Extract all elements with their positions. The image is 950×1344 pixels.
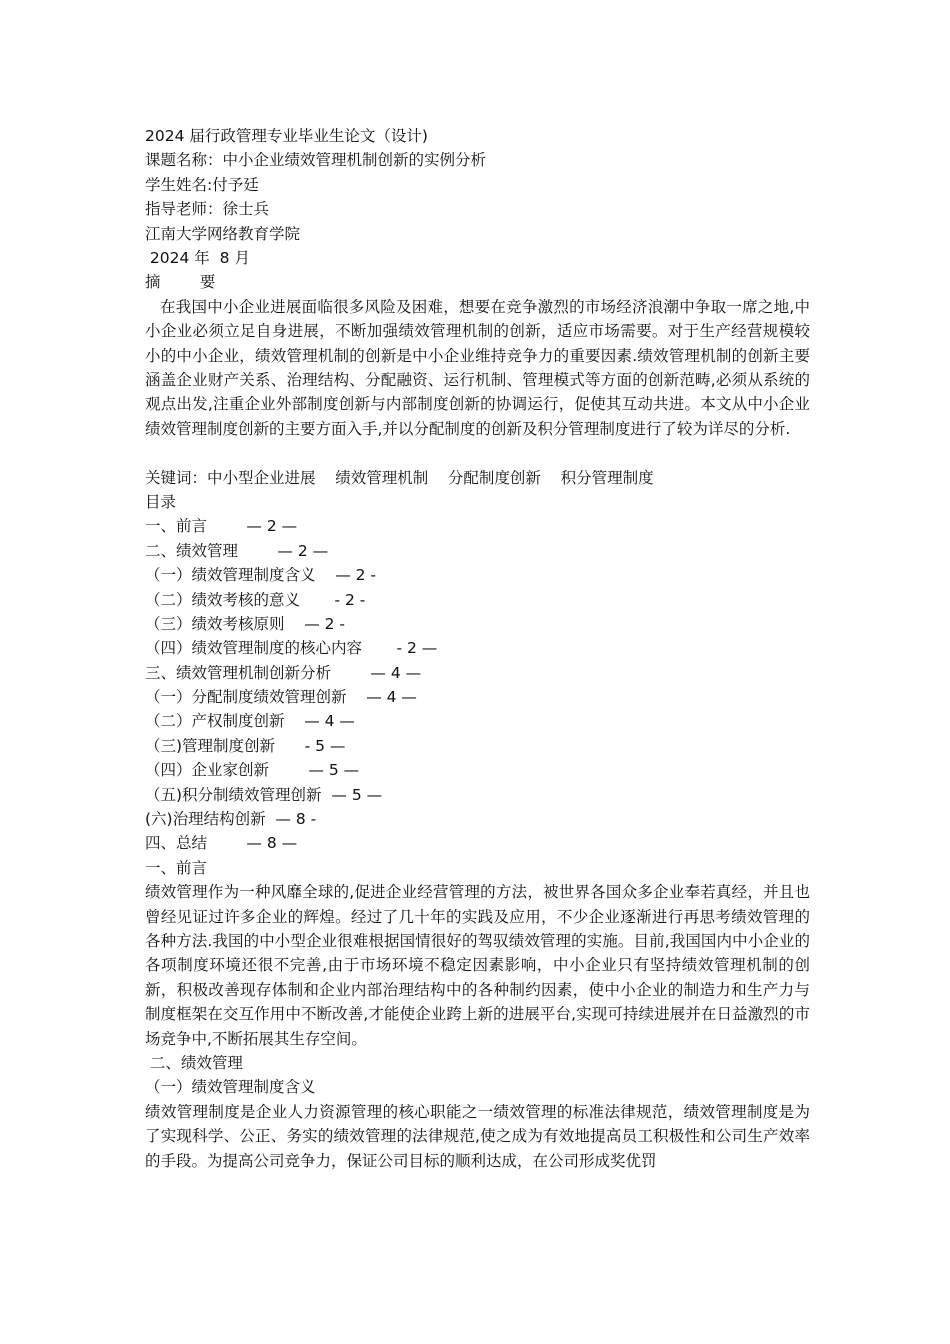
topic-line: 课题名称：中小企业绩效管理机制创新的实例分析 — [145, 151, 487, 170]
toc-item: （四）绩效管理制度的核心内容 - 2 — — [145, 639, 438, 658]
blank-line — [145, 441, 810, 465]
toc-item: 二、绩效管理 — 2 — — [145, 541, 329, 560]
toc-item: (六)治理结构创新 — 8 - — [145, 810, 317, 829]
abstract-heading: 摘 要 — [145, 273, 216, 292]
toc-item: （一）绩效管理制度含义 — 2 - — [145, 566, 377, 585]
toc-item: 一、前言 — 2 — — [145, 517, 298, 536]
section-heading-preface: 一、前言 — [145, 858, 208, 877]
toc-item: （五)积分制绩效管理创新 — 5 — — [145, 785, 383, 804]
definition-body: 绩效管理制度是企业人力资源管理的核心职能之一绩效管理的标准法律规范，绩效管理制度是为了实现科学、公正、务实的绩效管理的法律规范,使之成为有效地提高员工积极性和公司生产效率的手段。为提高公司竞争力，保证公司目标的顺利达成，在公司形成奖优罚 — [145, 1102, 810, 1170]
abstract-body: 在我国中小企业进展面临很多风险及困难，想要在竞争激烈的市场经济浪潮中争取一席之地,中小企业必须立足自身进展，不断加强绩效管理机制的创新，适应市场需要。对于生产经营规模较小的中小企业，绩效管理机制的创新是中小企业维持竞争力的重要因素.绩效管理机制的创新主要涵盖企业财产关系、治理结构、分配融资、运行机制、管理模式等方面的创新范畴,必须从系统的观点出发,注重企业外部制度创新与内部制度创新的协调运行，促使其互动共进。本文从中小企业绩效管理制度创新的主要方面入手,并以分配制度的创新及积分管理制度进行了较为详尽的分析. — [145, 297, 810, 438]
toc-item: （二）产权制度创新 — 4 — — [145, 712, 355, 731]
section-heading-performance: 二、绩效管理 — [145, 1054, 243, 1073]
toc-item: 三、绩效管理机制创新分析 — 4 — — [145, 663, 422, 682]
date-line: 2024 年 8 月 — [145, 248, 250, 267]
keywords-line: 关键词：中小型企业进展 绩效管理机制 分配制度创新 积分管理制度 — [145, 468, 654, 487]
toc-item: （四）企业家创新 — 5 — — [145, 761, 360, 780]
toc-item: （一）分配制度绩效管理创新 — 4 — — [145, 688, 417, 707]
toc-item: （三）绩效考核原则 — 2 - — [145, 614, 346, 633]
school-line: 江南大学网络教育学院 — [145, 224, 301, 243]
subsection-heading-definition: （一）绩效管理制度含义 — [145, 1078, 316, 1097]
advisor-line: 指导老师：徐士兵 — [145, 200, 270, 219]
thesis-title: 2024 届行政管理专业毕业生论文（设计) — [145, 127, 428, 145]
toc-item: （二）绩效考核的意义 - 2 - — [145, 590, 366, 609]
toc-heading: 目录 — [145, 492, 177, 511]
toc-item: （三)管理制度创新 - 5 — — [145, 736, 346, 755]
student-line: 学生姓名:付予廷 — [145, 175, 259, 194]
preface-body: 绩效管理作为一种风靡全球的,促进企业经营管理的方法，被世界各国众多企业奉若真经，并且也曾经见证过许多企业的辉煌。经过了几十年的实践及应用，不少企业逐渐进行再思考绩效管理的各种方法.我国的中小型企业很难根据国情很好的驾驭绩效管理的实施。目前,我国国内中小企业的各项制度环境还很不完善,由于市场环境不稳定因素影响，中小企业只有坚持绩效管理机制的创新，积极改善现存体制和企业内部治理结构中的各种制约因素，使中小企业的制造力和生产力与制度框架在交互作用中不断改善,才能使企业跨上新的进展平台,实现可持续进展并在日益激烈的市场竞争中,不断拓展其生存空间。 — [145, 883, 810, 1048]
toc-item: 四、总结 — 8 — — [145, 834, 298, 853]
document-page — [145, 124, 810, 1173]
